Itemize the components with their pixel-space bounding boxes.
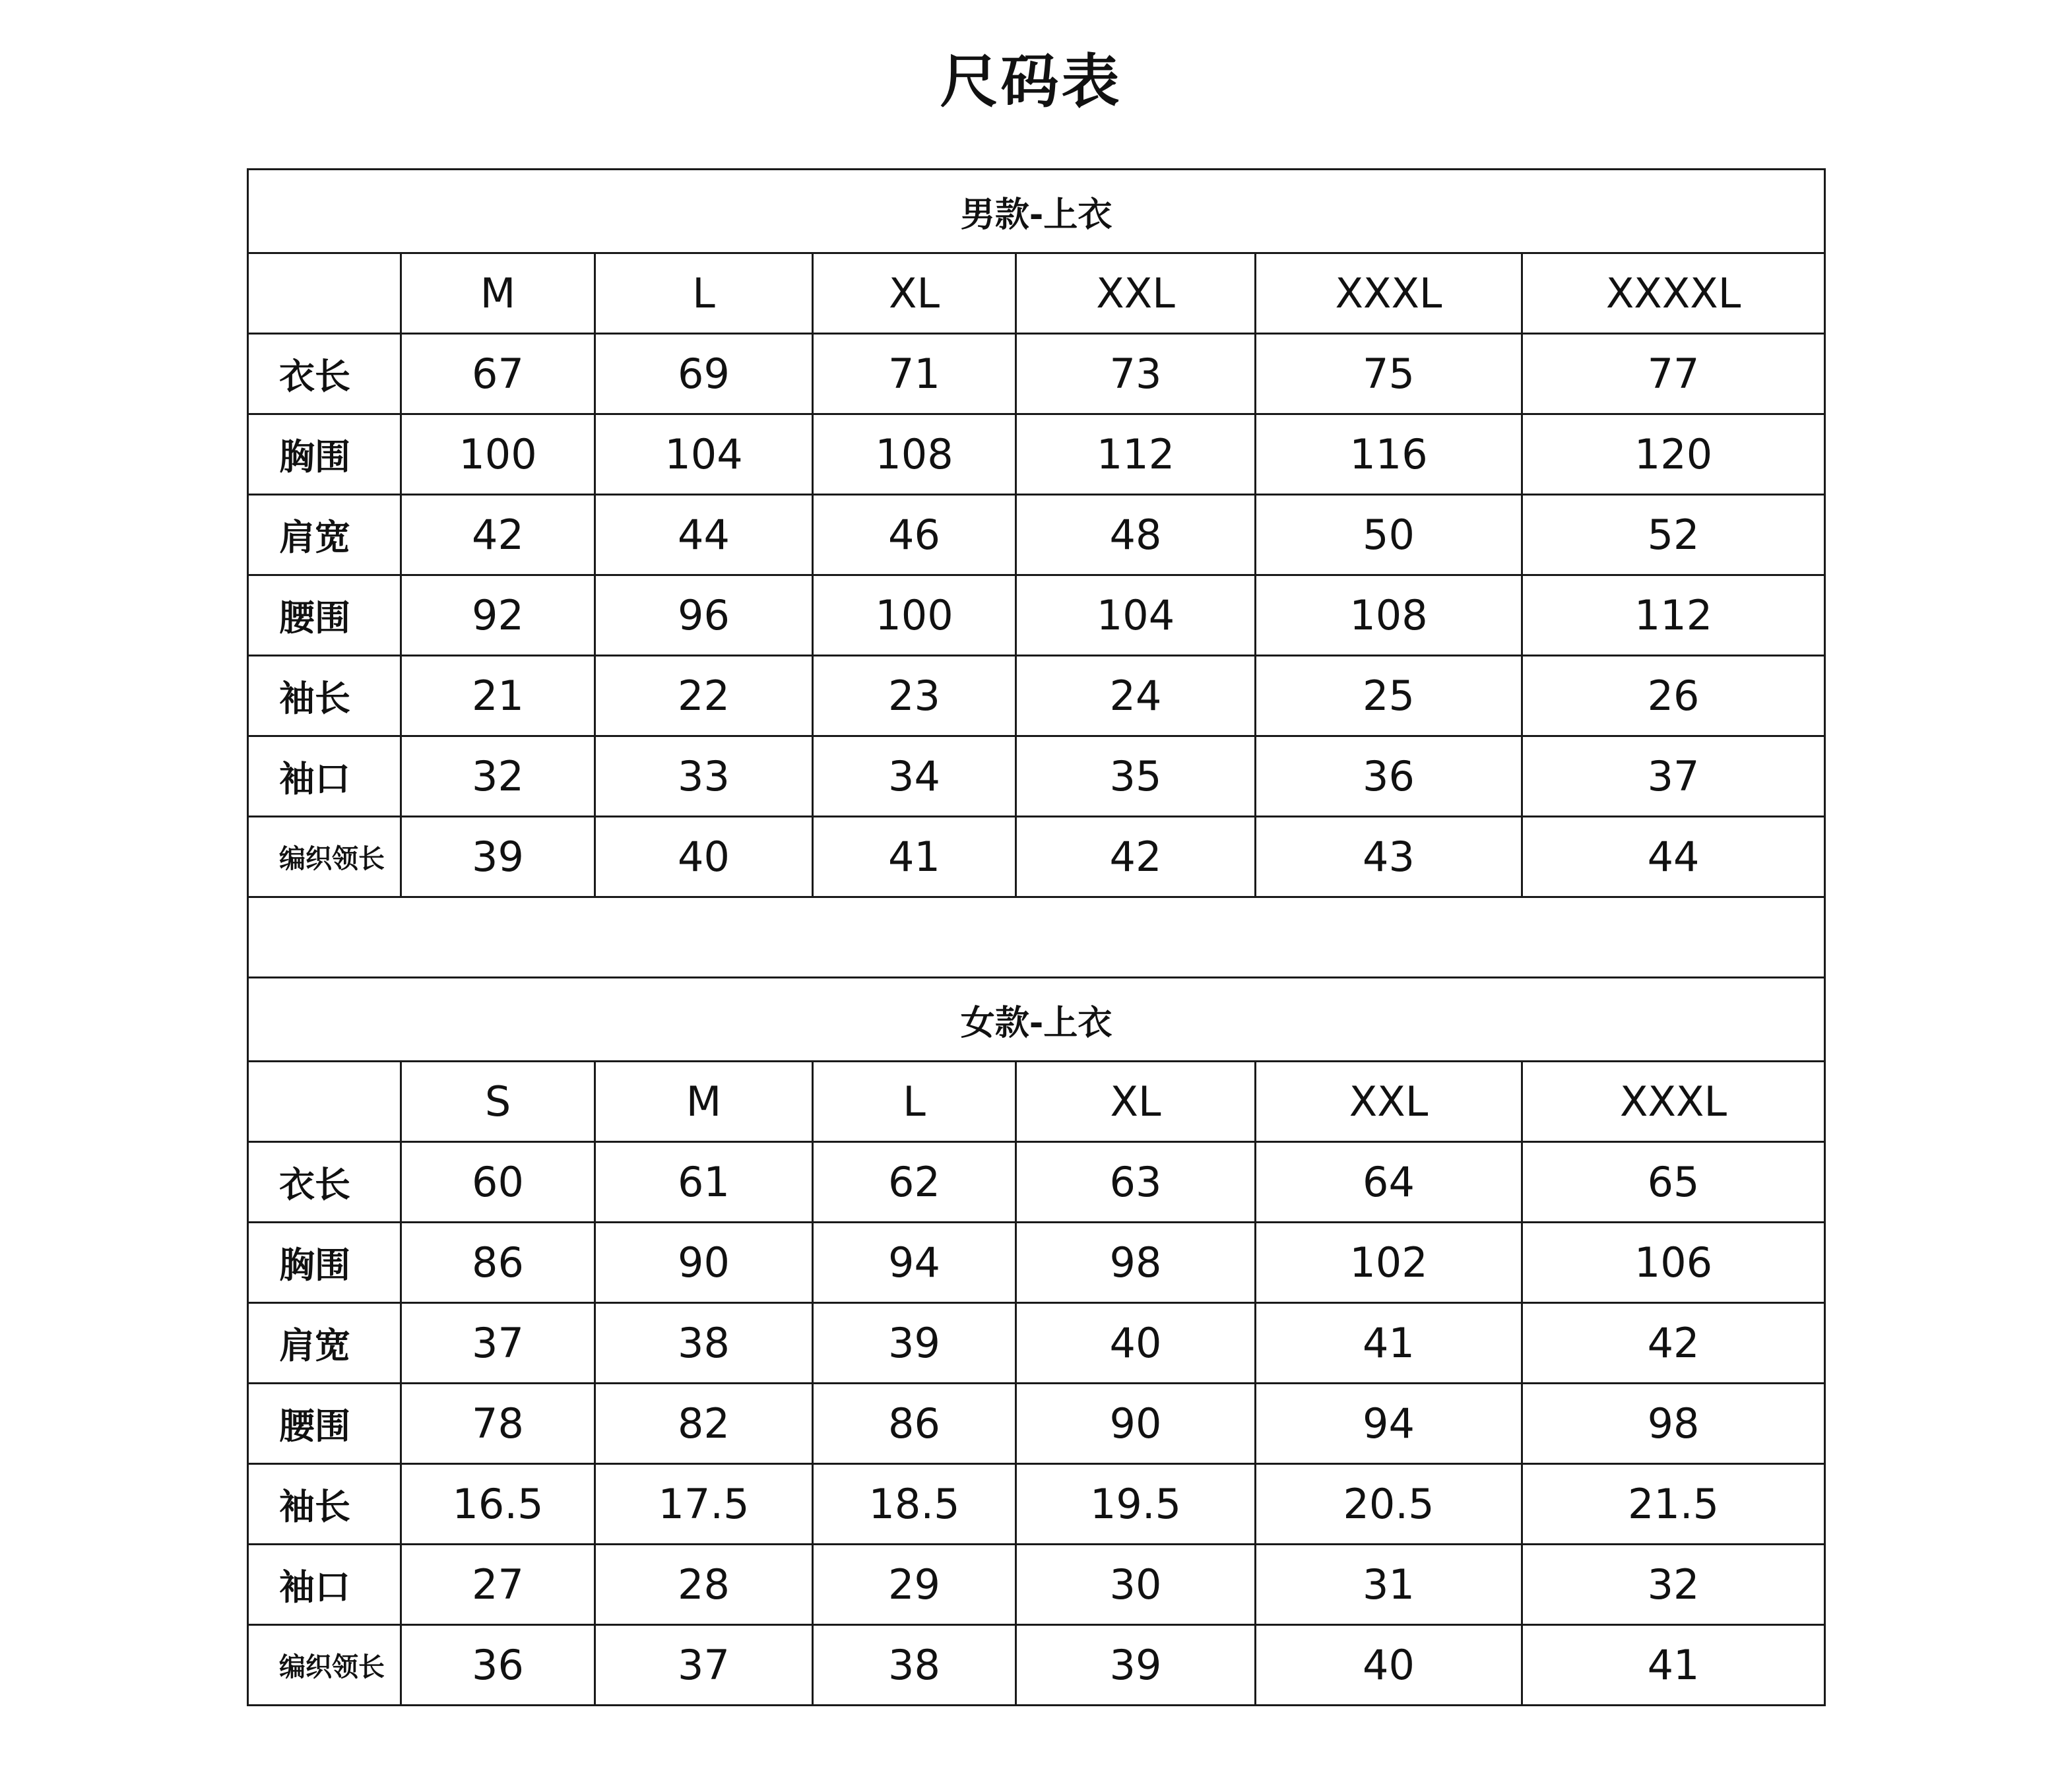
women-value-cell: 21.5 bbox=[1522, 1464, 1825, 1545]
women-corner-cell bbox=[248, 1062, 401, 1142]
men-value-cell: 21 bbox=[401, 656, 595, 736]
women-size-header: XXL bbox=[1256, 1062, 1522, 1142]
women-measure-row bbox=[248, 1384, 1825, 1464]
men-size-header-row bbox=[248, 253, 1825, 334]
men-size-header: XXXXL bbox=[1522, 253, 1825, 334]
men-value-cell: 100 bbox=[813, 575, 1016, 656]
men-measure-row bbox=[248, 736, 1825, 817]
men-value-cell: 96 bbox=[595, 575, 813, 656]
women-value-cell: 36 bbox=[401, 1625, 595, 1706]
women-value-cell: 29 bbox=[813, 1545, 1016, 1625]
women-value-cell: 17.5 bbox=[595, 1464, 813, 1545]
women-measure-row bbox=[248, 1625, 1825, 1706]
spacer-row bbox=[248, 897, 1825, 978]
women-value-cell: 86 bbox=[401, 1223, 595, 1303]
women-size-header: S bbox=[401, 1062, 595, 1142]
women-size-header: XXXL bbox=[1522, 1062, 1825, 1142]
women-value-cell: 38 bbox=[813, 1625, 1016, 1706]
men-size-header: L bbox=[595, 253, 813, 334]
women-value-cell: 19.5 bbox=[1016, 1464, 1256, 1545]
women-size-header: L bbox=[813, 1062, 1016, 1142]
women-value-cell: 32 bbox=[1522, 1545, 1825, 1625]
men-value-cell: 23 bbox=[813, 656, 1016, 736]
women-value-cell: 42 bbox=[1522, 1303, 1825, 1384]
men-value-cell: 26 bbox=[1522, 656, 1825, 736]
men-row-label: 胸围 bbox=[248, 414, 401, 495]
women-value-cell: 41 bbox=[1522, 1625, 1825, 1706]
men-row-label: 肩宽 bbox=[248, 495, 401, 575]
men-value-cell: 37 bbox=[1522, 736, 1825, 817]
women-value-cell: 39 bbox=[1016, 1625, 1256, 1706]
women-value-cell: 106 bbox=[1522, 1223, 1825, 1303]
women-value-cell: 41 bbox=[1256, 1303, 1522, 1384]
women-size-header: XL bbox=[1016, 1062, 1256, 1142]
men-value-cell: 41 bbox=[813, 817, 1016, 897]
men-value-cell: 116 bbox=[1256, 414, 1522, 495]
women-size-header-row bbox=[248, 1062, 1825, 1142]
men-value-cell: 112 bbox=[1016, 414, 1256, 495]
men-value-cell: 120 bbox=[1522, 414, 1825, 495]
women-value-cell: 65 bbox=[1522, 1142, 1825, 1223]
women-value-cell: 18.5 bbox=[813, 1464, 1016, 1545]
page-title: 尺码表 bbox=[940, 48, 1122, 115]
women-measure-row bbox=[248, 1545, 1825, 1625]
women-row-label: 胸围 bbox=[248, 1223, 401, 1303]
women-value-cell: 98 bbox=[1016, 1223, 1256, 1303]
men-measure-row bbox=[248, 575, 1825, 656]
women-value-cell: 90 bbox=[1016, 1384, 1256, 1464]
women-value-cell: 64 bbox=[1256, 1142, 1522, 1223]
women-value-cell: 98 bbox=[1522, 1384, 1825, 1464]
women-value-cell: 61 bbox=[595, 1142, 813, 1223]
men-value-cell: 40 bbox=[595, 817, 813, 897]
women-value-cell: 40 bbox=[1016, 1303, 1256, 1384]
women-value-cell: 27 bbox=[401, 1545, 595, 1625]
women-value-cell: 20.5 bbox=[1256, 1464, 1522, 1545]
men-row-label: 编织领长 bbox=[248, 817, 401, 897]
men-heading-row bbox=[248, 170, 1825, 253]
men-value-cell: 112 bbox=[1522, 575, 1825, 656]
men-value-cell: 48 bbox=[1016, 495, 1256, 575]
men-row-label: 袖长 bbox=[248, 656, 401, 736]
women-value-cell: 94 bbox=[813, 1223, 1016, 1303]
men-value-cell: 69 bbox=[595, 334, 813, 414]
men-measure-row bbox=[248, 817, 1825, 897]
women-row-label: 衣长 bbox=[248, 1142, 401, 1223]
men-value-cell: 50 bbox=[1256, 495, 1522, 575]
men-corner-cell bbox=[248, 253, 401, 334]
men-value-cell: 33 bbox=[595, 736, 813, 817]
men-size-header: M bbox=[401, 253, 595, 334]
men-value-cell: 44 bbox=[595, 495, 813, 575]
men-row-label: 衣长 bbox=[248, 334, 401, 414]
women-value-cell: 28 bbox=[595, 1545, 813, 1625]
men-value-cell: 108 bbox=[1256, 575, 1522, 656]
women-section-title: 女款-上衣 bbox=[248, 978, 1825, 1062]
size-chart-body bbox=[248, 170, 1825, 1706]
women-value-cell: 16.5 bbox=[401, 1464, 595, 1545]
women-row-label: 编织领长 bbox=[248, 1625, 401, 1706]
men-value-cell: 71 bbox=[813, 334, 1016, 414]
men-value-cell: 52 bbox=[1522, 495, 1825, 575]
women-value-cell: 63 bbox=[1016, 1142, 1256, 1223]
spacer-cell bbox=[248, 897, 1825, 978]
women-value-cell: 86 bbox=[813, 1384, 1016, 1464]
women-measure-row bbox=[248, 1303, 1825, 1384]
men-value-cell: 46 bbox=[813, 495, 1016, 575]
men-value-cell: 73 bbox=[1016, 334, 1256, 414]
men-value-cell: 32 bbox=[401, 736, 595, 817]
men-row-label: 腰围 bbox=[248, 575, 401, 656]
men-measure-row bbox=[248, 656, 1825, 736]
men-size-header: XL bbox=[813, 253, 1016, 334]
women-measure-row bbox=[248, 1223, 1825, 1303]
men-value-cell: 75 bbox=[1256, 334, 1522, 414]
men-value-cell: 104 bbox=[1016, 575, 1256, 656]
women-value-cell: 90 bbox=[595, 1223, 813, 1303]
men-value-cell: 36 bbox=[1256, 736, 1522, 817]
men-value-cell: 25 bbox=[1256, 656, 1522, 736]
men-value-cell: 104 bbox=[595, 414, 813, 495]
men-value-cell: 100 bbox=[401, 414, 595, 495]
women-value-cell: 37 bbox=[401, 1303, 595, 1384]
men-measure-row bbox=[248, 495, 1825, 575]
women-row-label: 袖长 bbox=[248, 1464, 401, 1545]
men-measure-row bbox=[248, 334, 1825, 414]
men-value-cell: 42 bbox=[1016, 817, 1256, 897]
women-value-cell: 78 bbox=[401, 1384, 595, 1464]
men-value-cell: 42 bbox=[401, 495, 595, 575]
women-value-cell: 94 bbox=[1256, 1384, 1522, 1464]
women-row-label: 袖口 bbox=[248, 1545, 401, 1625]
women-value-cell: 82 bbox=[595, 1384, 813, 1464]
size-chart-table bbox=[247, 168, 1826, 1706]
men-value-cell: 67 bbox=[401, 334, 595, 414]
women-value-cell: 37 bbox=[595, 1625, 813, 1706]
men-size-header: XXXL bbox=[1256, 253, 1522, 334]
men-value-cell: 44 bbox=[1522, 817, 1825, 897]
men-value-cell: 35 bbox=[1016, 736, 1256, 817]
men-value-cell: 22 bbox=[595, 656, 813, 736]
men-value-cell: 92 bbox=[401, 575, 595, 656]
women-measure-row bbox=[248, 1142, 1825, 1223]
women-row-label: 腰围 bbox=[248, 1384, 401, 1464]
men-value-cell: 24 bbox=[1016, 656, 1256, 736]
men-measure-row bbox=[248, 414, 1825, 495]
men-value-cell: 77 bbox=[1522, 334, 1825, 414]
women-value-cell: 40 bbox=[1256, 1625, 1522, 1706]
men-section-title: 男款-上衣 bbox=[248, 170, 1825, 253]
women-heading-row bbox=[248, 978, 1825, 1062]
women-value-cell: 38 bbox=[595, 1303, 813, 1384]
women-value-cell: 62 bbox=[813, 1142, 1016, 1223]
women-size-header: M bbox=[595, 1062, 813, 1142]
men-value-cell: 39 bbox=[401, 817, 595, 897]
men-size-header: XXL bbox=[1016, 253, 1256, 334]
men-row-label: 袖口 bbox=[248, 736, 401, 817]
women-measure-row bbox=[248, 1464, 1825, 1545]
women-value-cell: 39 bbox=[813, 1303, 1016, 1384]
women-value-cell: 30 bbox=[1016, 1545, 1256, 1625]
men-value-cell: 34 bbox=[813, 736, 1016, 817]
women-value-cell: 102 bbox=[1256, 1223, 1522, 1303]
men-value-cell: 108 bbox=[813, 414, 1016, 495]
women-row-label: 肩宽 bbox=[248, 1303, 401, 1384]
women-value-cell: 60 bbox=[401, 1142, 595, 1223]
men-value-cell: 43 bbox=[1256, 817, 1522, 897]
women-value-cell: 31 bbox=[1256, 1545, 1522, 1625]
